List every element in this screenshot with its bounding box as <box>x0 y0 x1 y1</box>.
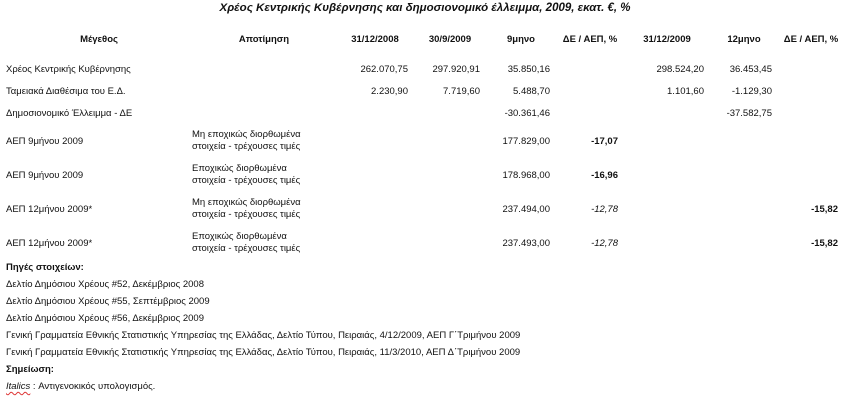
source-item: Γενική Γραμματεία Εθνικής Στατιστικής Υπηρεσίας της Ελλάδας, Δελτίο Τύπου, Πειραιάς, 4/12/2009, ΑΕΠ Γ΄Τριμήνου 2009 <box>6 330 521 341</box>
note-text <box>6 378 520 395</box>
cell-ratio-9m: -12,78 <box>591 237 618 249</box>
table-row <box>6 226 844 260</box>
cell-9mino: 35.850,16 <box>507 63 550 75</box>
row-label: ΑΕΠ 9μήνου 2009 <box>6 135 84 147</box>
row-label: ΑΕΠ 12μήνου 2009* <box>6 237 93 249</box>
table-header-row <box>6 34 844 46</box>
source-item: Γενική Γραμματεία Εθνικής Στατιστικής Υπηρεσίας της Ελλάδας, Δελτίο Τύπου, Πειραιάς, 11/3/2010, ΑΕΠ Δ΄Τριμήνου 2009 <box>6 347 521 358</box>
col-header-ratio-9m: ΔΕ / ΑΕΠ, % <box>562 34 618 45</box>
row-label: Χρέος Κεντρικής Κυβέρνησης <box>6 63 131 75</box>
note-heading: Σημείωση: <box>6 364 54 375</box>
col-header-12mino: 12μηνο <box>727 34 761 45</box>
source-item: Δελτίο Δημόσιου Χρέους #56, Δεκέμβριος 2009 <box>6 313 205 324</box>
sources-heading: Πηγές στοιχείων: <box>6 262 84 273</box>
source-item: Δελτίο Δημόσιου Χρέους #55, Σεπτέμβριος 2009 <box>6 296 210 307</box>
note-body: : Αντιγενοκικός υπολογισμός. <box>30 381 156 392</box>
row-label: ΑΕΠ 12μήνου 2009* <box>6 203 93 215</box>
cell-9mino: 5.488,70 <box>513 85 550 97</box>
apotimisi-line-2: στοιχεία - τρέχουσες τιμές <box>192 209 301 220</box>
cell-31-12-2008: 2.230,90 <box>371 85 408 97</box>
row-label: ΑΕΠ 9μήνου 2009 <box>6 169 84 181</box>
apotimisi-line-2: στοιχεία - τρέχουσες τιμές <box>192 141 301 152</box>
apotimisi-line-1: Εποχικώς διορθωμένα <box>192 231 287 242</box>
cell-9mino: 237.493,00 <box>502 237 550 249</box>
cell-ratio-9m: -16,96 <box>591 169 618 181</box>
cell-12mino: -37.582,75 <box>726 107 772 119</box>
col-header-megethos: Μέγεθος <box>80 34 118 45</box>
table-row <box>6 158 844 192</box>
table-row <box>6 80 844 102</box>
row-label: Δημοσιονομικό Έλλειμμα - ΔΕ <box>6 107 133 119</box>
apotimisi-line-2: στοιχεία - τρέχουσες τιμές <box>192 243 301 254</box>
table-row <box>6 192 844 226</box>
apotimisi-line-1: Εποχικώς διορθωμένα <box>192 163 287 174</box>
cell-9mino: -30.361,46 <box>504 107 550 119</box>
cell-ratio-9m: -17,07 <box>591 135 618 147</box>
cell-30-9-2009: 7.719,60 <box>443 85 480 97</box>
col-header-31-12-2009: 31/12/2009 <box>643 34 691 45</box>
cell-apotimisi <box>192 124 336 158</box>
col-header-31-12-2008: 31/12/2008 <box>351 34 399 45</box>
col-header-apotimisi: Αποτίμηση <box>238 34 290 45</box>
debt-deficit-table <box>6 34 844 260</box>
apotimisi-line-2: στοιχεία - τρέχουσες τιμές <box>192 175 301 186</box>
cell-ratio-12m: -15,82 <box>811 237 838 249</box>
cell-9mino: 178.968,00 <box>502 169 550 181</box>
table-row <box>6 124 844 158</box>
apotimisi-line-1: Μη εποχικώς διορθωμένα <box>192 129 301 140</box>
apotimisi-line-1: Μη εποχικώς διορθωμένα <box>192 197 301 208</box>
table-row <box>6 58 844 80</box>
sources-section <box>6 259 520 395</box>
source-item: Δελτίο Δημόσιου Χρέους #52, Δεκέμβριος 2008 <box>6 279 205 290</box>
col-header-ratio-12m: ΔΕ / ΑΕΠ, % <box>783 34 839 45</box>
row-label: Ταμειακά Διαθέσιμα του Ε.Δ. <box>6 85 126 97</box>
cell-ratio-9m: -12,78 <box>591 203 618 215</box>
cell-9mino: 237.494,00 <box>502 203 550 215</box>
note-italics-word: Italics <box>6 381 31 392</box>
cell-apotimisi <box>192 226 336 260</box>
cell-ratio-12m: -15,82 <box>811 203 838 215</box>
cell-31-12-2009: 1.101,60 <box>667 85 704 97</box>
cell-apotimisi <box>192 158 336 192</box>
cell-12mino: -1.129,30 <box>731 85 772 97</box>
cell-9mino: 177.829,00 <box>502 135 550 147</box>
col-header-9mino: 9μηνο <box>507 34 535 45</box>
col-header-30-9-2009: 30/9/2009 <box>428 34 472 45</box>
document-title: Χρέος Κεντρικής Κυβέρνησης και δημοσιονομικό έλλειμμα, 2009, εκατ. €, % <box>219 2 631 14</box>
table-row <box>6 102 844 124</box>
cell-12mino: 36.453,45 <box>729 63 772 75</box>
cell-30-9-2009: 297.920,91 <box>432 63 480 75</box>
cell-31-12-2009: 298.524,20 <box>656 63 704 75</box>
cell-31-12-2008: 262.070,75 <box>360 63 408 75</box>
cell-apotimisi <box>192 192 336 226</box>
